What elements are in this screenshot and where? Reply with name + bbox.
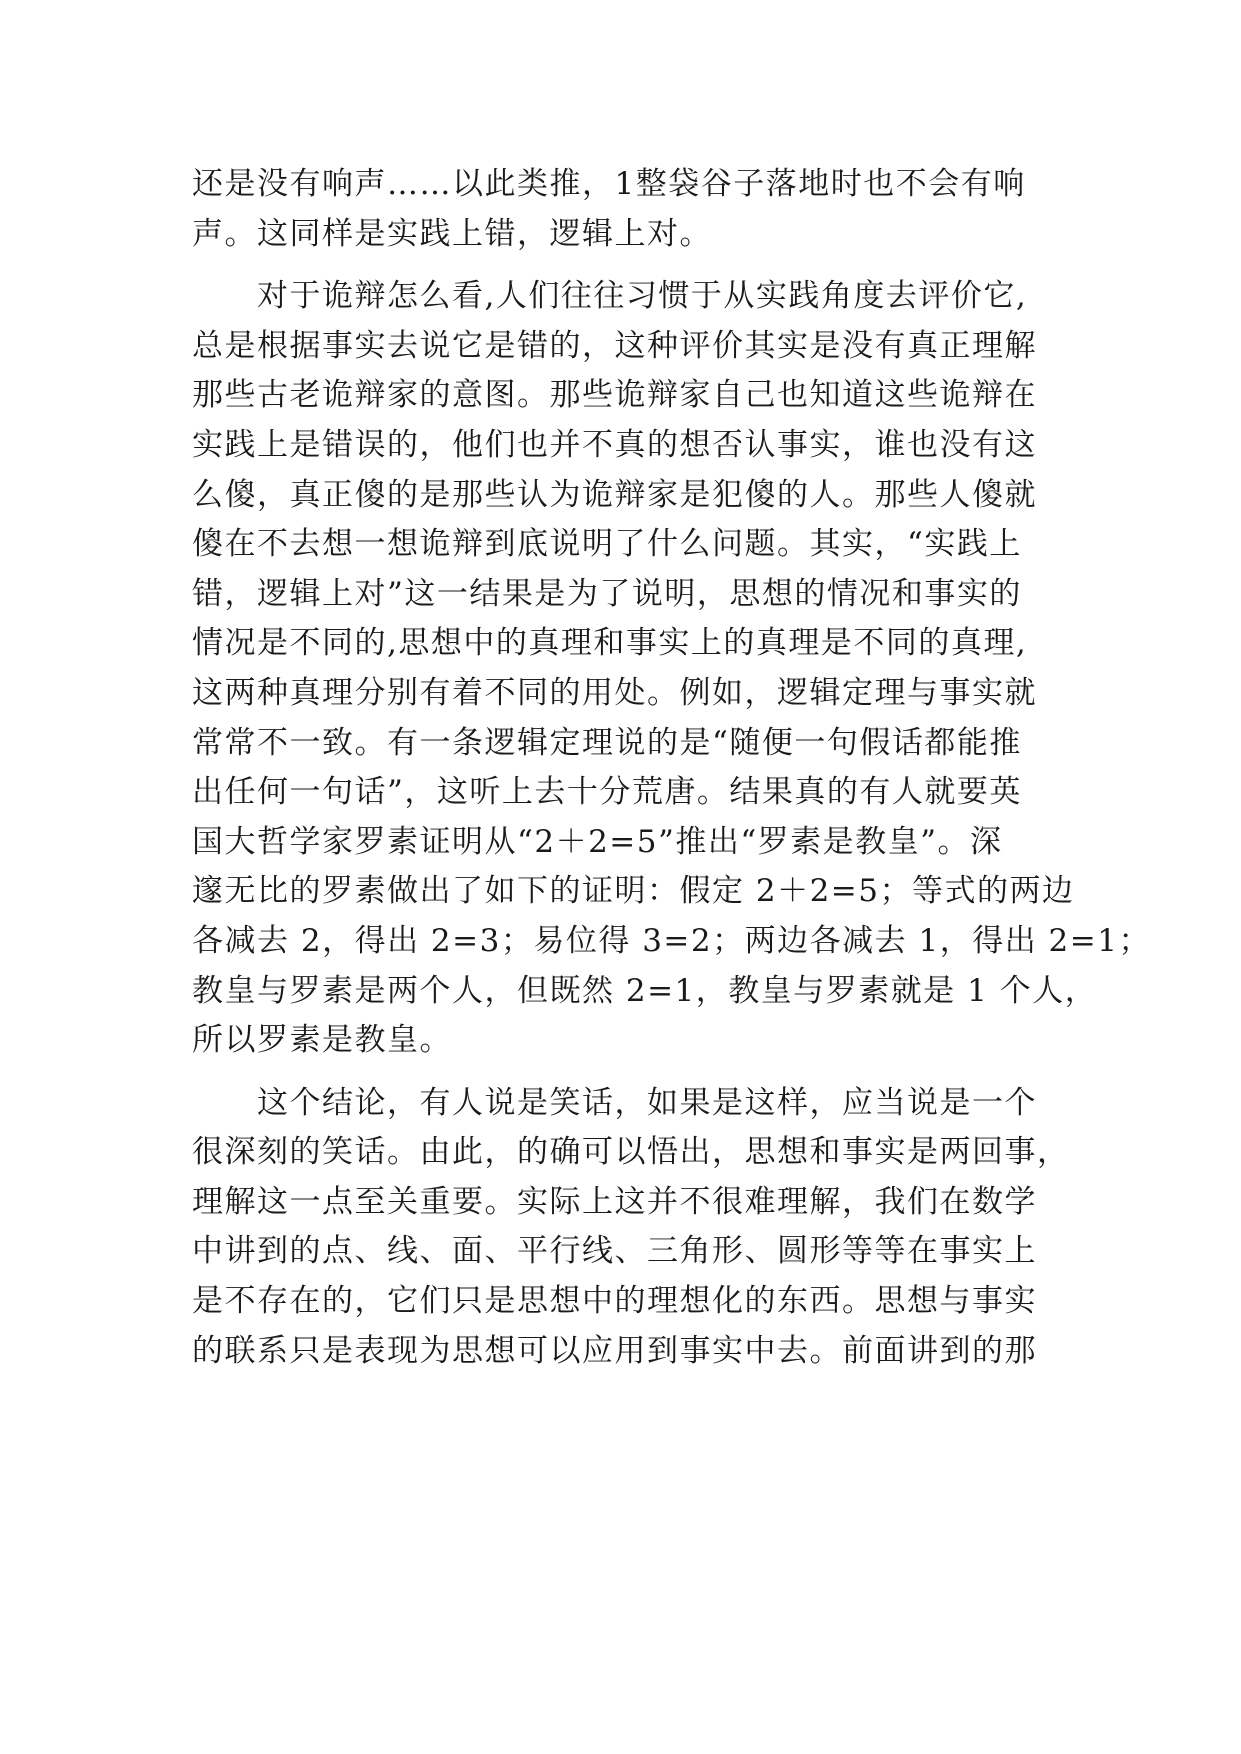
text-line: 声。这同样是实践上错，逻辑上对。	[192, 215, 712, 252]
text-line: 实践上是错误的，他们也并不真的想否认事实，谁也没有这	[192, 426, 1037, 463]
paragraph-1	[192, 160, 1072, 259]
document-body	[192, 160, 1151, 1376]
text-line: 邃无比的罗素做出了如下的证明：假定 2＋2=5；等式的两边	[192, 873, 1075, 910]
text-line: 的联系只是表现为思想可以应用到事实中去。前面讲到的那	[192, 1332, 1037, 1369]
text-line: 各减去 2，得出 2=3；易位得 3=2；两边各减去 1，得出 2=1；	[192, 922, 1151, 959]
text-line: 么傻，真正傻的是那些认为诡辩家是犯傻的人。那些人傻就	[192, 476, 1037, 513]
text-line: 这两种真理分别有着不同的用处。例如，逻辑定理与事实就	[192, 674, 1037, 711]
text-line: 国大哲学家罗素证明从“2＋2=5”推出“罗素是教皇”。深	[192, 823, 1003, 860]
text-line: 这个结论，有人说是笑话，如果是这样，应当说是一个	[192, 1084, 1037, 1121]
text-line: 理解这一点至关重要。实际上这并不很难理解，我们在数学	[192, 1183, 1037, 1220]
paragraph-3	[192, 1079, 1072, 1377]
text-line: 对于诡辩怎么看,人们往往习惯于从实践角度去评价它,	[192, 278, 1028, 315]
paragraph-2	[192, 272, 1151, 1066]
text-line: 是不存在的，它们只是思想中的理想化的东西。思想与事实	[192, 1283, 1037, 1320]
text-line: 傻在不去想一想诡辩到底说明了什么问题。其实，“实践上	[192, 526, 1022, 563]
text-line: 很深刻的笑话。由此，的确可以悟出，思想和事实是两回事，	[192, 1134, 1070, 1171]
text-line: 那些古老诡辩家的意图。那些诡辩家自己也知道这些诡辩在	[192, 377, 1037, 414]
text-line: 错，逻辑上对”这一结果是为了说明，思想的情况和事实的	[192, 575, 1022, 612]
text-line: 还是没有响声……以此类推，1整袋谷子落地时也不会有响	[192, 166, 1026, 202]
text-line: 所以罗素是教皇。	[192, 1022, 452, 1059]
text-line: 出任何一句话”，这听上去十分荒唐。结果真的有人就要英	[192, 774, 1022, 811]
text-line: 常常不一致。有一条逻辑定理说的是“随便一句假话都能推	[192, 724, 1022, 761]
text-line: 中讲到的点、线、面、平行线、三角形、圆形等等在事实上	[192, 1233, 1037, 1270]
text-line: 教皇与罗素是两个人，但既然 2=1，教皇与罗素就是 1 个人，	[192, 972, 1098, 1009]
text-line: 总是根据事实去说它是错的，这种评价其实是没有真正理解	[192, 327, 1037, 364]
text-line: 情况是不同的,思想中的真理和事实上的真理是不同的真理,	[192, 625, 1028, 662]
